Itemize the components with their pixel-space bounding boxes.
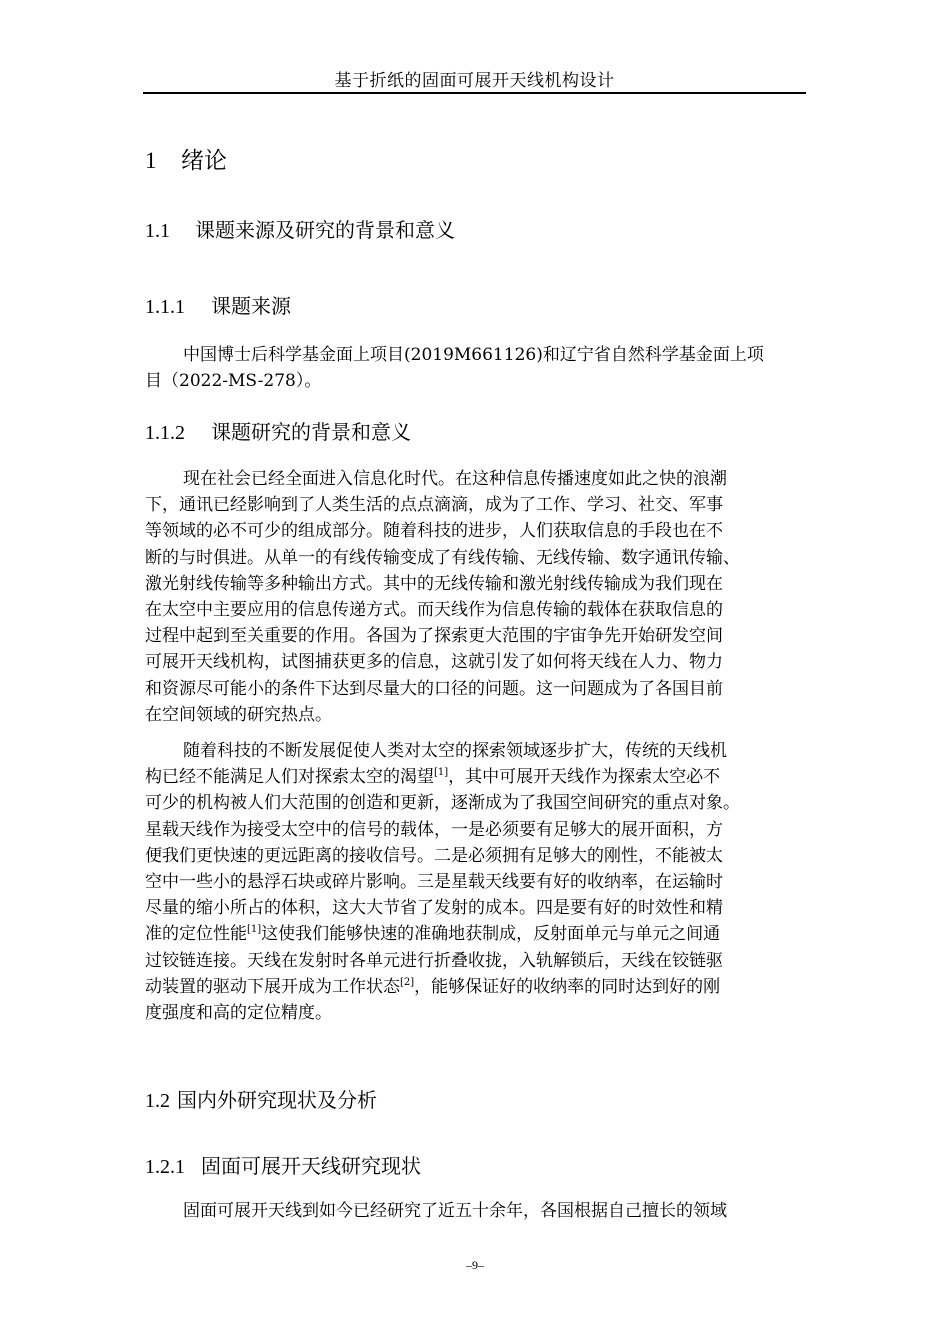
- text-line: 尽量的缩小所占的体积，这大大节省了发射的成本。四是要有好的时效性和精: [145, 898, 723, 919]
- paragraph-background-1: [145, 466, 810, 728]
- text-line: 空中一些小的悬浮石块或碎片影响。三是星载天线要有好的收纳率，在运输时: [145, 872, 723, 893]
- section-title: 固面可展开天线研究现状: [201, 1154, 421, 1178]
- text-segment: ，能够保证好的收纳率的同时达到好的刚: [414, 976, 721, 997]
- text-line: 固面可展开天线到如今已经研究了近五十余年，各国根据自己擅长的领域: [183, 1201, 727, 1221]
- text-line: 随着科技的不断发展促使人类对太空的探索领域逐步扩大，传统的天线机: [183, 741, 727, 761]
- running-header: 基于折纸的固面可展开天线机构设计: [334, 71, 615, 91]
- text-line: 可少的机构被人们大范围的创造和更新，逐渐成为了我国空间研究的重点对象。: [145, 793, 740, 814]
- text-line: 过铰链连接。天线在发射时各单元进行折叠收拢，入轨解锁后，天线在铰链驱: [145, 950, 723, 971]
- section-number: 1.2: [145, 1090, 170, 1112]
- text-line: [145, 764, 810, 790]
- paragraph-status: [145, 1198, 810, 1224]
- text-line: 现在社会已经全面进入信息化时代。在这种信息传播速度如此之快的浪潮: [183, 469, 727, 489]
- chapter-title: 绪论: [181, 148, 227, 174]
- section-number: 1.1.2: [145, 422, 185, 444]
- section-heading-1-1-2: [145, 416, 411, 445]
- text-line: 度强度和高的定位精度。: [145, 1003, 332, 1024]
- section-title: 国内外研究现状及分析: [177, 1088, 377, 1112]
- text-line: 在太空中主要应用的信息传递方式。而天线作为信息传输的载体在获取信息的: [145, 600, 723, 621]
- text-line: 下，通讯已经影响到了人类生活的点点滴滴，成为了工作、学习、社交、军事: [145, 495, 723, 516]
- page-number: –9–: [466, 1258, 484, 1272]
- chapter-number: 1: [145, 148, 157, 173]
- text-line: [145, 921, 810, 947]
- text-segment: 准的定位性能: [145, 924, 247, 945]
- section-number: 1.2.1: [145, 1156, 185, 1178]
- section-number: 1.1.1: [145, 296, 185, 318]
- section-title: 课题来源及研究的背景和意义: [195, 218, 455, 242]
- text-line: 目（2022-MS-278）。: [145, 371, 322, 392]
- section-title: 课题研究的背景和意义: [211, 420, 411, 444]
- section-heading-1-2: [145, 1084, 377, 1113]
- paragraph-background-2: [145, 738, 810, 1026]
- text-line: 在空间领域的研究热点。: [145, 704, 332, 725]
- paragraph-source: [145, 342, 810, 394]
- text-segment: 构已经不能满足人们对探索太空的渴望: [145, 767, 434, 788]
- citation-ref: [1]: [434, 767, 449, 779]
- section-heading-1-1: [145, 214, 455, 243]
- text-line: 星载天线作为接受太空中的信号的载体，一是必须要有足够大的展开面积，方: [145, 819, 723, 840]
- text-line: 过程中起到至关重要的作用。各国为了探索更大范围的宇宙争先开始研发空间: [145, 626, 723, 647]
- text-segment: 这使我们能够快速的准确地获制成，反射面单元与单元之间通: [261, 924, 721, 945]
- text-line: 激光射线传输等多种输出方式。其中的无线传输和激光射线传输成为我们现在: [145, 573, 723, 594]
- text-line: 便我们更快速的更远距离的接收信号。二是必须拥有足够大的刚性，不能被太: [145, 845, 723, 866]
- header-rule: [143, 92, 806, 94]
- text-line: 和资源尽可能小的条件下达到尽量大的口径的问题。这一问题成为了各国目前: [145, 678, 723, 699]
- text-line: 中国博士后科学基金面上项目(2019M661126)和辽宁省自然科学基金面上项: [183, 345, 764, 365]
- section-heading-1-1-1: [145, 290, 291, 319]
- text-line: 等领域的必不可少的组成部分。随着科技的进步，人们获取信息的手段也在不: [145, 521, 723, 542]
- text-line: 断的与时俱进。从单一的有线传输变成了有线传输、无线传输、数字通讯传输、: [145, 547, 740, 568]
- chapter-heading: [145, 142, 227, 175]
- section-title: 课题来源: [211, 294, 291, 318]
- citation-ref: [2]: [400, 976, 415, 988]
- text-segment: ，其中可展开天线作为探索太空必不: [448, 767, 721, 788]
- text-line: 可展开天线机构，试图捕获更多的信息，这就引发了如何将天线在人力、物力: [145, 652, 723, 673]
- section-heading-1-2-1: [145, 1150, 421, 1179]
- citation-ref: [1]: [247, 924, 262, 936]
- text-line: [145, 974, 810, 1000]
- text-segment: 动装置的驱动下展开成为工作状态: [145, 976, 400, 997]
- section-number: 1.1: [145, 220, 170, 242]
